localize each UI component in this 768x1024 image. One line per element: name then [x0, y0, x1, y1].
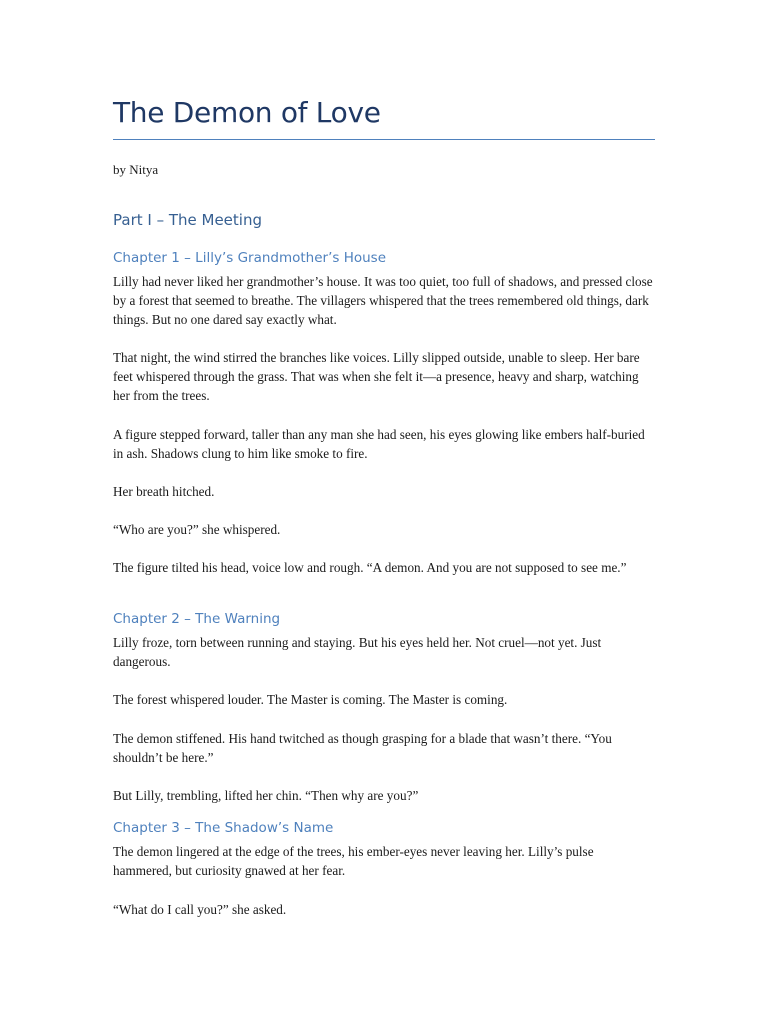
chapter-1-paragraph-3: A figure stepped forward, taller than any man she had seen, his eyes glowing like embers half-buried in ash. Shadows clung to him like smoke to fire.	[113, 427, 645, 462]
chapter-1-heading: Chapter 1 – Lilly’s Grandmother’s House	[113, 250, 387, 266]
chapter-1-paragraph-1: Lilly had never liked her grandmother’s house. It was too quiet, too full of shadows, and pressed close by a forest that seemed to breathe. The villagers whispered that the trees remembered old things, dark things. But no one dared say exactly what.	[113, 274, 653, 328]
title-underline	[113, 139, 655, 140]
chapter-3-paragraph-1: The demon lingered at the edge of the trees, his ember-eyes never leaving her. Lilly’s pulse hammered, but curiosity gnawed at her fear.	[113, 844, 594, 879]
chapter-2-heading: Chapter 2 – The Warning	[113, 611, 281, 627]
chapter-2-paragraph-1: Lilly froze, torn between running and staying. But his eyes held her. Not cruel—not yet. Just dangerous.	[113, 635, 602, 670]
chapter-1-paragraph-6: The figure tilted his head, voice low and rough. “A demon. And you are not supposed to see me.”	[113, 560, 627, 575]
author-byline: by Nitya	[113, 162, 159, 177]
chapter-1-paragraph-5: “Who are you?” she whispered.	[113, 522, 281, 537]
chapter-2-paragraph-3: The demon stiffened. His hand twitched as though grasping for a blade that wasn’t there. “You shouldn’t be here.”	[113, 731, 612, 766]
part-heading: Part I – The Meeting	[113, 211, 262, 229]
chapter-1-paragraph-4: Her breath hitched.	[113, 484, 215, 499]
chapter-3-paragraph-2: “What do I call you?” she asked.	[113, 902, 287, 917]
chapter-3-heading: Chapter 3 – The Shadow’s Name	[113, 820, 334, 836]
chapter-2-paragraph-4: But Lilly, trembling, lifted her chin. “Then why are you?”	[113, 788, 419, 803]
chapter-2-paragraph-2: The forest whispered louder. The Master is coming. The Master is coming.	[113, 692, 508, 707]
document-title: The Demon of Love	[113, 96, 381, 129]
chapter-1-paragraph-2: That night, the wind stirred the branches like voices. Lilly slipped outside, unable to sleep. Her bare feet whispered through the grass. That was when she felt it—a presence, heavy and sharp, watching her from the trees.	[113, 350, 640, 404]
